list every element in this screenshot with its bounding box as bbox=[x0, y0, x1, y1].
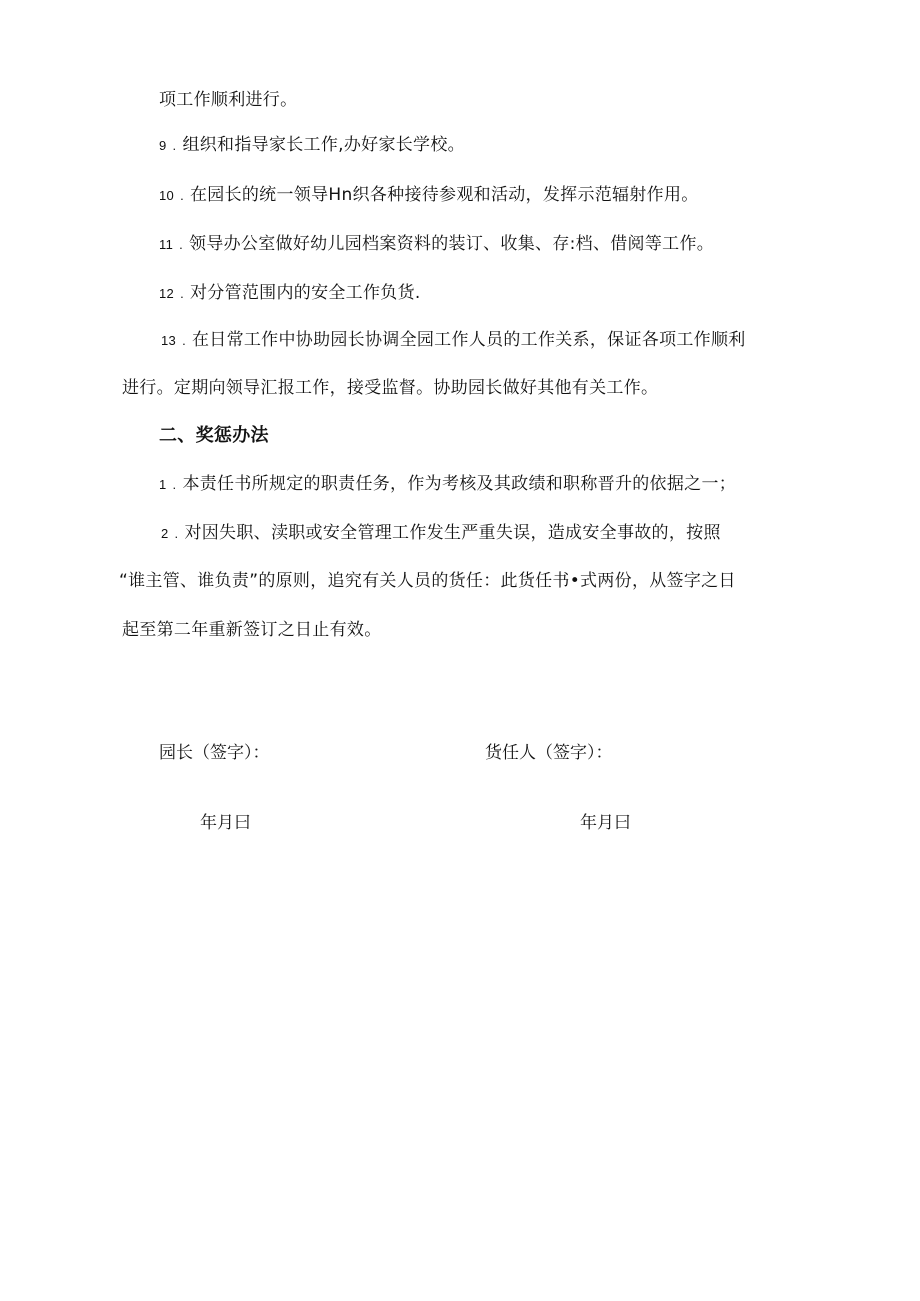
item-separator: . bbox=[180, 286, 184, 301]
principal-signature-label bbox=[159, 741, 270, 765]
item-number: 1 bbox=[159, 477, 167, 492]
duty-item-13 bbox=[161, 328, 746, 353]
item-number: 13 bbox=[161, 333, 177, 348]
principal-signature-text: 园长（签字）： bbox=[159, 743, 270, 763]
duty-item-9 bbox=[159, 133, 465, 158]
responsible-person-date-label bbox=[580, 811, 631, 835]
item-text: 对分管范围内的安全工作负货. bbox=[189, 283, 421, 303]
rule-item-2-continuation-2 bbox=[122, 618, 382, 642]
section-heading bbox=[159, 424, 269, 448]
duty-item-11 bbox=[159, 232, 714, 257]
item-separator: . bbox=[179, 237, 184, 252]
item-number: 2 bbox=[161, 526, 169, 541]
continuation-text-content: 项工作顺利进行。 bbox=[159, 90, 298, 110]
item-separator: . bbox=[180, 188, 184, 203]
item-text: 组织和指导家长工作,办好家长学校。 bbox=[182, 135, 465, 155]
item-text: 在园长的统一领导Hn织各种接待参观和活动，发挥示范辐射作用。 bbox=[189, 185, 699, 205]
item-separator: . bbox=[174, 526, 179, 541]
responsible-person-signature-label bbox=[485, 741, 613, 765]
responsible-person-signature-text: 货任人（签字）： bbox=[485, 743, 613, 763]
item-number: 10 bbox=[159, 188, 175, 203]
duty-item-13-continuation bbox=[122, 376, 658, 400]
continuation-text bbox=[159, 88, 297, 112]
item-text-continuation: 进行。定期向领导汇报工作，接受监督。协助园长做好其他有关工作。 bbox=[122, 378, 659, 398]
duty-item-10 bbox=[159, 183, 699, 208]
principal-date-label bbox=[200, 811, 251, 835]
rule-item-1 bbox=[159, 472, 736, 497]
item-text: 对因失职、渎职或安全管理工作发生严重失误，造成安全事故的，按照 bbox=[184, 523, 721, 543]
item-text: 领导办公室做好幼儿园档案资料的装订、收集、存:档、借阅等工作。 bbox=[189, 234, 715, 254]
rule-item-2-continuation-1 bbox=[119, 569, 736, 593]
item-separator: . bbox=[172, 138, 177, 153]
responsible-person-date-text: 年月曰 bbox=[580, 813, 631, 833]
item-number: 9 bbox=[159, 138, 167, 153]
item-number: 12 bbox=[159, 286, 175, 301]
principal-date-text: 年月曰 bbox=[200, 813, 251, 833]
rule-item-2 bbox=[161, 521, 721, 546]
item-text: 本责任书所规定的职责任务，作为考核及其政绩和职称晋升的依据之一； bbox=[182, 474, 737, 494]
duty-item-12 bbox=[159, 281, 421, 306]
item-text-continuation: “谁主管、谁负责”的原则，追究有关人员的货任：此货任书•式两份，从签字之日 bbox=[119, 571, 736, 591]
item-separator: . bbox=[182, 333, 186, 348]
item-separator: . bbox=[172, 477, 177, 492]
item-text: 在日常工作中协助园长协调全园工作人员的工作关系，保证各项工作顺利 bbox=[191, 330, 746, 350]
section-heading-text: 二、奖惩办法 bbox=[159, 425, 269, 446]
item-text-continuation: 起至第二年重新签订之日止有效。 bbox=[122, 620, 382, 640]
item-number: 11 bbox=[159, 237, 174, 252]
